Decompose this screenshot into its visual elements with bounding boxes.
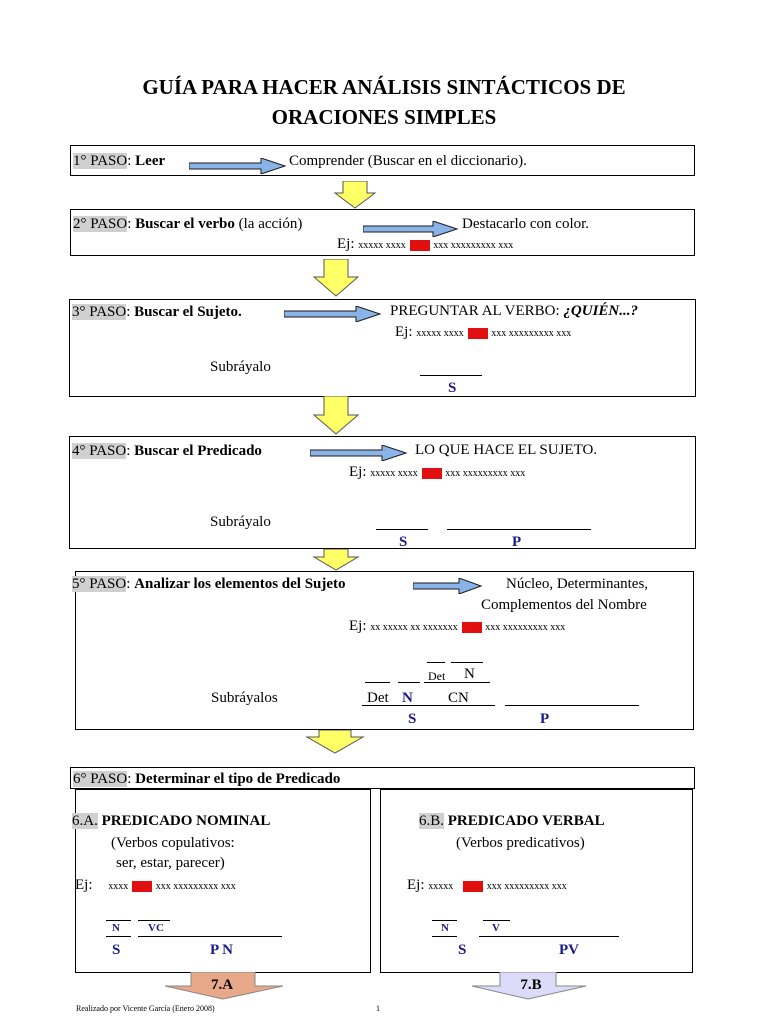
predicado-nominal-box	[72, 789, 371, 973]
label-s: S	[112, 942, 121, 958]
page-title-line2: ORACIONES SIMPLES	[271, 105, 497, 129]
arrow-7b-label: 7.B	[520, 977, 542, 993]
v-underline-top	[483, 920, 510, 921]
n-label: N	[441, 922, 449, 934]
paso1-label: 1° PASO	[73, 153, 128, 169]
v-label: V	[492, 922, 500, 934]
predicate-underline	[505, 705, 639, 706]
p6b-sub1: (Verbos predicativos)	[456, 835, 585, 851]
paso3-question: ¿QUIÉN...?	[563, 303, 638, 319]
paso6-line	[73, 770, 340, 788]
ej-label: Ej:	[395, 324, 413, 340]
predicate-underline	[479, 936, 619, 937]
ej-pre: xxxxx xxxx	[358, 240, 406, 251]
paso1-result: Comprender (Buscar en el diccionario).	[289, 153, 527, 169]
paso3-subraya: Subráyalo	[210, 359, 271, 375]
det-label: Det	[367, 690, 389, 706]
n-label: N	[112, 922, 120, 934]
n-small-underline-top	[451, 662, 483, 663]
p6a-sub1: (Verbos copulativos:	[111, 835, 235, 851]
ej-post: xxx xxxxxxxxx xxx	[491, 328, 572, 339]
paso4-subraya: Subráyalo	[210, 514, 271, 530]
paso2-result: Destacarlo con color.	[462, 216, 590, 232]
predicate-underline	[447, 529, 591, 530]
n-underline-top	[432, 920, 457, 921]
paso5-box	[72, 571, 694, 730]
p6b-title: PREDICADO VERBAL	[447, 813, 605, 829]
paso1-colon: :	[127, 153, 132, 169]
cn-underline-top	[424, 682, 490, 683]
label-pn: P N	[210, 942, 233, 958]
arrow-right-icon	[189, 158, 287, 174]
ej-verb-highlight: xxxx	[409, 240, 430, 251]
paso3-example	[395, 324, 571, 341]
ej-post: xxx xxxxxxxxx xxx	[486, 881, 567, 892]
n-underline-top	[106, 920, 131, 921]
paso5-result2: Complementos del Nombre	[481, 597, 647, 613]
subject-underline	[362, 705, 495, 706]
label-s: S	[399, 534, 408, 550]
paso5-line	[72, 575, 346, 593]
label-s: S	[458, 942, 467, 958]
ej-verb-highlight: xxxx	[461, 622, 482, 633]
paso6-box	[70, 767, 695, 789]
arrow-right-icon	[284, 306, 382, 322]
predicado-verbal-box	[380, 789, 693, 973]
paso6-colon: :	[127, 771, 132, 787]
paso1-action: Leer	[135, 153, 166, 169]
paso4-line	[72, 442, 262, 460]
paso5-label: 5° PASO	[72, 576, 127, 592]
paso4-colon: :	[126, 443, 131, 459]
paso6-action: Determinar el tipo de Predicado	[135, 771, 341, 787]
paso4-label: 4° PASO	[72, 443, 127, 459]
cn-label: CN	[448, 690, 469, 706]
paso2-paren: (la acción)	[238, 216, 303, 232]
p6a-heading	[72, 812, 270, 830]
paso5-subraya: Subráyalos	[211, 690, 278, 706]
p6b-heading	[419, 812, 605, 830]
n-underline-top	[398, 682, 420, 683]
n-label: N	[402, 690, 413, 706]
paso3-line	[72, 303, 242, 321]
arrow-right-icon	[363, 221, 459, 237]
ej-post: xxx xxxxxxxxx xxx	[485, 622, 566, 633]
paso2-line	[73, 215, 302, 233]
paso2-box	[70, 209, 695, 256]
n-small-label: N	[464, 666, 475, 682]
det-underline-top	[365, 682, 390, 683]
ej-pre: xxxxx	[428, 881, 454, 892]
ej-verb-highlight: xxxx	[463, 881, 483, 892]
paso3-action: Buscar el Sujeto.	[134, 304, 242, 320]
paso3-result-line	[390, 302, 638, 320]
paso1-line	[73, 152, 165, 170]
subject-underline	[376, 529, 428, 530]
paso3-result: PREGUNTAR AL VERBO:	[390, 303, 564, 319]
det-small-label: Det	[428, 669, 446, 683]
paso2-label: 2° PASO	[73, 216, 128, 232]
ej-post: xxx xxxxxxxxx xxx	[155, 881, 236, 892]
ej-pre: xxxxx xxxx	[416, 328, 464, 339]
label-s: S	[448, 380, 457, 396]
p6a-title: PREDICADO NOMINAL	[101, 813, 271, 829]
paso2-example	[337, 236, 513, 253]
paso2-action: Buscar el verbo	[135, 216, 235, 232]
subject-underline	[420, 375, 482, 376]
ej-label: Ej:	[407, 877, 425, 893]
ej-verb-highlight: xxxx	[421, 468, 442, 479]
paso4-example	[349, 464, 525, 481]
ej-label: Ej:	[337, 236, 355, 252]
vc-label: VC	[148, 922, 164, 934]
down-arrow-icon	[312, 549, 360, 571]
paso5-result1: Núcleo, Determinantes,	[506, 576, 649, 592]
down-arrow-icon	[333, 181, 377, 209]
down-arrow-icon	[305, 730, 365, 754]
paso4-box	[69, 436, 696, 549]
paso5-action: Analizar los elementos del Sujeto	[134, 576, 346, 592]
arrow-right-icon	[310, 445, 408, 461]
p6a-sub2: ser, estar, parecer)	[116, 855, 225, 871]
paso4-action: Buscar el Predicado	[134, 443, 262, 459]
ej-post: xxx xxxxxxxxx xxx	[433, 240, 514, 251]
ej-label: Ej:	[75, 877, 93, 893]
paso3-label: 3° PASO	[72, 304, 127, 320]
predicate-underline	[138, 936, 282, 937]
ej-verb-highlight: xxxx	[132, 881, 152, 892]
paso3-colon: :	[126, 304, 131, 320]
label-p: P	[540, 711, 550, 727]
ej-pre: xxxxx xxxx	[370, 468, 418, 479]
paso3-box	[69, 299, 696, 397]
ej-label: Ej:	[349, 464, 367, 480]
down-arrow-icon	[312, 259, 360, 297]
label-p: P	[512, 534, 522, 550]
paso6-label: 6° PASO	[73, 771, 128, 787]
paso5-colon: :	[126, 576, 131, 592]
det-small-underline-top	[427, 662, 445, 663]
ej-verb-highlight: xxxx	[467, 328, 488, 339]
p6a-example	[75, 877, 236, 894]
page-number: 1	[376, 1004, 380, 1013]
label-s: S	[408, 711, 417, 727]
subject-underline	[432, 936, 457, 937]
ej-label: Ej:	[349, 618, 367, 634]
subject-underline	[106, 936, 131, 937]
page-title-line1: GUÍA PARA HACER ANÁLISIS SINTÁCTICOS DE	[142, 75, 626, 99]
p6a-num: 6.A.	[72, 813, 98, 829]
ej-pre: xxxx	[108, 881, 129, 892]
paso2-colon: :	[127, 216, 132, 232]
ej-post: xxx xxxxxxxxx xxx	[445, 468, 526, 479]
paso1-box	[70, 145, 695, 176]
arrow-7a-label: 7.A	[210, 977, 234, 993]
label-pv: PV	[559, 942, 579, 958]
vc-underline-top	[138, 920, 170, 921]
p6b-example	[407, 877, 567, 894]
paso4-result: LO QUE HACE EL SUJETO.	[415, 442, 598, 458]
p6b-num: 6.B.	[419, 813, 445, 829]
ej-pre: xx xxxxx xx xxxxxxx	[370, 622, 458, 633]
arrow-right-icon	[413, 578, 483, 594]
paso5-example	[349, 618, 565, 635]
down-arrow-icon	[312, 396, 360, 436]
footer-author: Realizado por Vicente García (Enero 2008)	[76, 1004, 215, 1013]
